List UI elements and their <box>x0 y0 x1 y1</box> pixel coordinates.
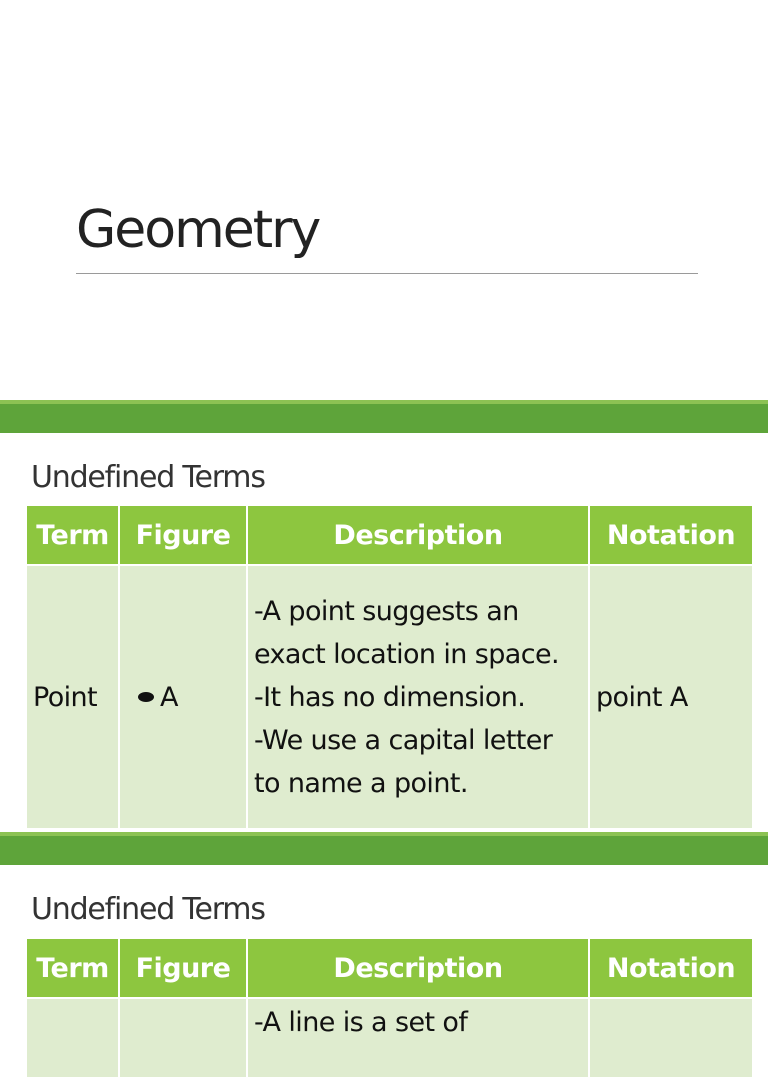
point-dot-icon <box>138 692 154 702</box>
description-line: -A point suggests an exact location in space. <box>254 595 559 670</box>
header-notation: Notation <box>589 505 753 565</box>
section-heading: Undefined Terms <box>31 460 265 495</box>
description-cell <box>247 565 589 829</box>
header-notation: Notation <box>589 938 753 998</box>
section-heading: Undefined Terms <box>31 892 265 927</box>
notation-cell <box>589 998 753 1078</box>
term-cell: Point <box>26 565 119 829</box>
table-header-row <box>26 505 753 565</box>
divider-band <box>0 404 768 433</box>
header-description: Description <box>247 505 589 565</box>
title-underline <box>76 273 698 274</box>
divider-band <box>0 836 768 865</box>
header-term: Term <box>26 938 119 998</box>
header-figure: Figure <box>119 938 247 998</box>
description-line: -We use a capital letter to name a point. <box>254 724 553 799</box>
table-row <box>26 998 753 1078</box>
figure-cell <box>119 565 247 829</box>
table-row <box>26 565 753 829</box>
table-header-row <box>26 938 753 998</box>
title-slide <box>0 0 768 400</box>
slide-title: Geometry <box>76 200 320 260</box>
header-description: Description <box>247 938 589 998</box>
figure-label: A <box>160 681 178 713</box>
terms-table <box>25 937 754 1079</box>
header-figure: Figure <box>119 505 247 565</box>
header-term: Term <box>26 505 119 565</box>
description-cell <box>247 998 589 1078</box>
notation-cell: point A <box>589 565 753 829</box>
terms-table <box>25 504 754 830</box>
term-cell <box>26 998 119 1078</box>
description-line: -It has no dimension. <box>254 681 526 713</box>
figure-cell <box>119 998 247 1078</box>
description-line: -A line is a set of <box>254 1007 468 1038</box>
